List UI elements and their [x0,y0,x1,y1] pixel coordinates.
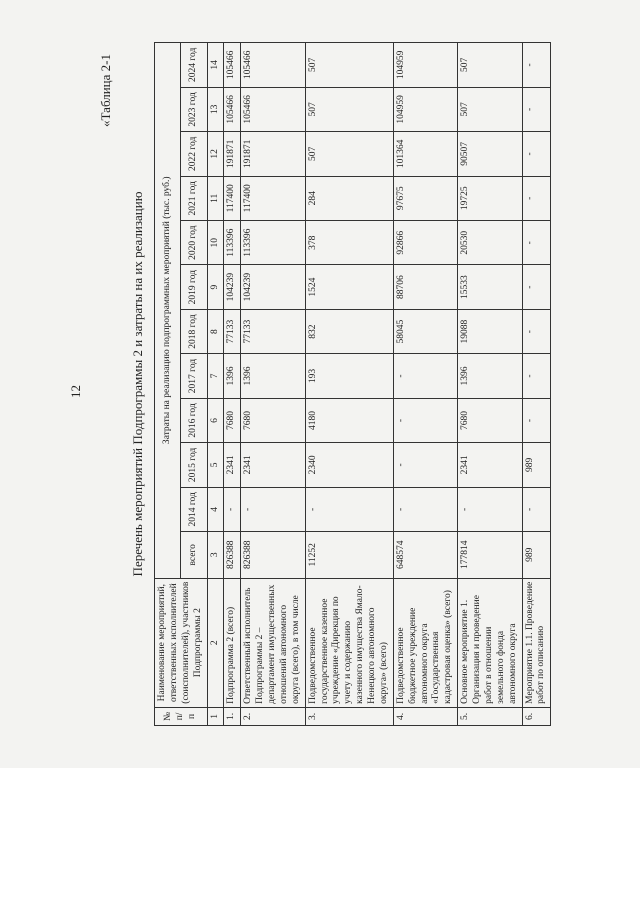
column-index: 1 [207,707,224,725]
row-year-value: 105466 [241,87,305,131]
column-index: 5 [207,443,224,487]
costs-table [154,42,551,726]
header-name: Наименование мероприятий, ответственных исполнителей (соисполнителей), участников Подпрограммы 2 [155,578,208,707]
row-year-value: 193 [305,354,393,398]
row-year-value: 7680 [241,398,305,442]
row-year-value: 507 [305,132,393,176]
row-year-value: 104239 [241,265,305,309]
row-year-value: 77133 [241,309,305,353]
row-year-value: 117400 [241,176,305,220]
row-year-value: 7680 [458,398,522,442]
row-year-value: 105466 [224,87,241,131]
header-year: 2020 год [181,221,207,265]
header-costs-group: Затраты на реализацию подпрограммных мероприятий (тыс. руб.) [155,43,181,579]
header-year: 2023 год [181,87,207,131]
page-margin [0,768,640,905]
row-name: Основное мероприятие 1. Организация и проведение работ в отношении земельного фонда автономного округа [458,578,522,707]
table-row [305,43,393,726]
row-year-value: 507 [305,87,393,131]
header-year: 2015 год [181,443,207,487]
row-year-value: - [522,354,551,398]
document-title: Перечень мероприятий Подпрограммы 2 и затраты на их реализацию [130,191,145,577]
row-number: 6. [522,707,551,725]
row-name: Подпрограмма 2 (всего) [224,578,241,707]
row-year-value: 2341 [241,443,305,487]
row-year-value: 97675 [393,176,457,220]
column-index: 8 [207,309,224,353]
row-name: Подведомственное государственное казенное учреждение «Дирекция по учету и содержанию казенного имущества Ямало-Ненецкого автономного округа» (всего) [305,578,393,707]
row-total: 177814 [458,532,522,578]
rotated-content [60,34,580,734]
row-year-value: - [458,487,522,531]
row-year-value: 19725 [458,176,522,220]
row-year-value: - [305,487,393,531]
row-year-value: 113396 [224,221,241,265]
row-year-value: 117400 [224,176,241,220]
header-year: 2018 год [181,309,207,353]
row-year-value: 507 [458,43,522,88]
row-year-value: 2341 [458,443,522,487]
column-index: 10 [207,221,224,265]
row-year-value: - [393,354,457,398]
row-number: 3. [305,707,393,725]
column-index: 12 [207,132,224,176]
header-year: 2022 год [181,132,207,176]
column-index: 4 [207,487,224,531]
row-year-value: - [224,487,241,531]
table-row [458,43,522,726]
row-year-value: 105466 [241,43,305,88]
row-total: 989 [522,532,551,578]
row-year-value: 77133 [224,309,241,353]
header-year: 2017 год [181,354,207,398]
header-total: всего [181,532,207,578]
column-index: 3 [207,532,224,578]
row-total: 826388 [224,532,241,578]
row-year-value: 507 [458,87,522,131]
table-label: «Таблица 2-1 [98,54,113,127]
header-year: 2016 год [181,398,207,442]
row-name: Ответственный исполнитель Подпрограммы 2 – департамент имущественных отношений автономного округа (всего), в том числе [241,578,305,707]
row-number: 1. [224,707,241,725]
row-total: 11252 [305,532,393,578]
row-year-value: - [522,221,551,265]
table-row [224,43,241,726]
row-year-value: 1396 [241,354,305,398]
row-year-value: 2340 [305,443,393,487]
row-year-value: 20530 [458,221,522,265]
row-year-value: 90507 [458,132,522,176]
row-year-value: 101364 [393,132,457,176]
row-year-value: 1396 [224,354,241,398]
table-row [522,43,551,726]
row-year-value: - [522,309,551,353]
row-year-value: 58045 [393,309,457,353]
row-year-value: - [522,132,551,176]
row-year-value: 507 [305,43,393,88]
row-year-value: - [522,487,551,531]
row-year-value: - [522,176,551,220]
row-year-value: - [522,87,551,131]
header-num: № п/п [155,707,208,725]
row-year-value: 1396 [458,354,522,398]
column-index: 7 [207,354,224,398]
header-year: 2014 год [181,487,207,531]
header-year: 2024 год [181,43,207,88]
column-index: 9 [207,265,224,309]
column-index: 13 [207,87,224,131]
row-year-value: 2341 [224,443,241,487]
row-year-value: 104959 [393,43,457,88]
row-year-value: 92866 [393,221,457,265]
row-year-value: 284 [305,176,393,220]
row-year-value: 1524 [305,265,393,309]
row-year-value: 191871 [241,132,305,176]
row-number: 5. [458,707,522,725]
table-body [224,43,551,726]
row-year-value: - [393,487,457,531]
header-year: 2019 год [181,265,207,309]
row-year-value: - [393,398,457,442]
row-year-value: 104959 [393,87,457,131]
row-year-value: 832 [305,309,393,353]
row-year-value: 989 [522,443,551,487]
column-index: 11 [207,176,224,220]
row-year-value: 19088 [458,309,522,353]
row-year-value: 7680 [224,398,241,442]
header-year: 2021 год [181,176,207,220]
page-number: 12 [68,385,83,398]
row-year-value: 88706 [393,265,457,309]
row-total: 648574 [393,532,457,578]
column-index: 6 [207,398,224,442]
row-year-value: 4180 [305,398,393,442]
row-year-value: - [522,398,551,442]
row-year-value: - [241,487,305,531]
row-name: Мероприятие 1.1. Проведение работ по описанию [522,578,551,707]
row-year-value: 15533 [458,265,522,309]
row-number: 4. [393,707,457,725]
column-index: 2 [207,578,224,707]
table-row [241,43,305,726]
row-year-value: - [522,265,551,309]
row-name: Подведомственное бюджетное учреждение автономного округа «Государственная кадастровая оценка» (всего) [393,578,457,707]
column-index: 14 [207,43,224,88]
row-year-value: 113396 [241,221,305,265]
table-row [393,43,457,726]
row-year-value: - [393,443,457,487]
row-number: 2. [241,707,305,725]
row-year-value: 378 [305,221,393,265]
row-year-value: - [522,43,551,88]
row-total: 826388 [241,532,305,578]
row-year-value: 191871 [224,132,241,176]
row-year-value: 105466 [224,43,241,88]
row-year-value: 104239 [224,265,241,309]
